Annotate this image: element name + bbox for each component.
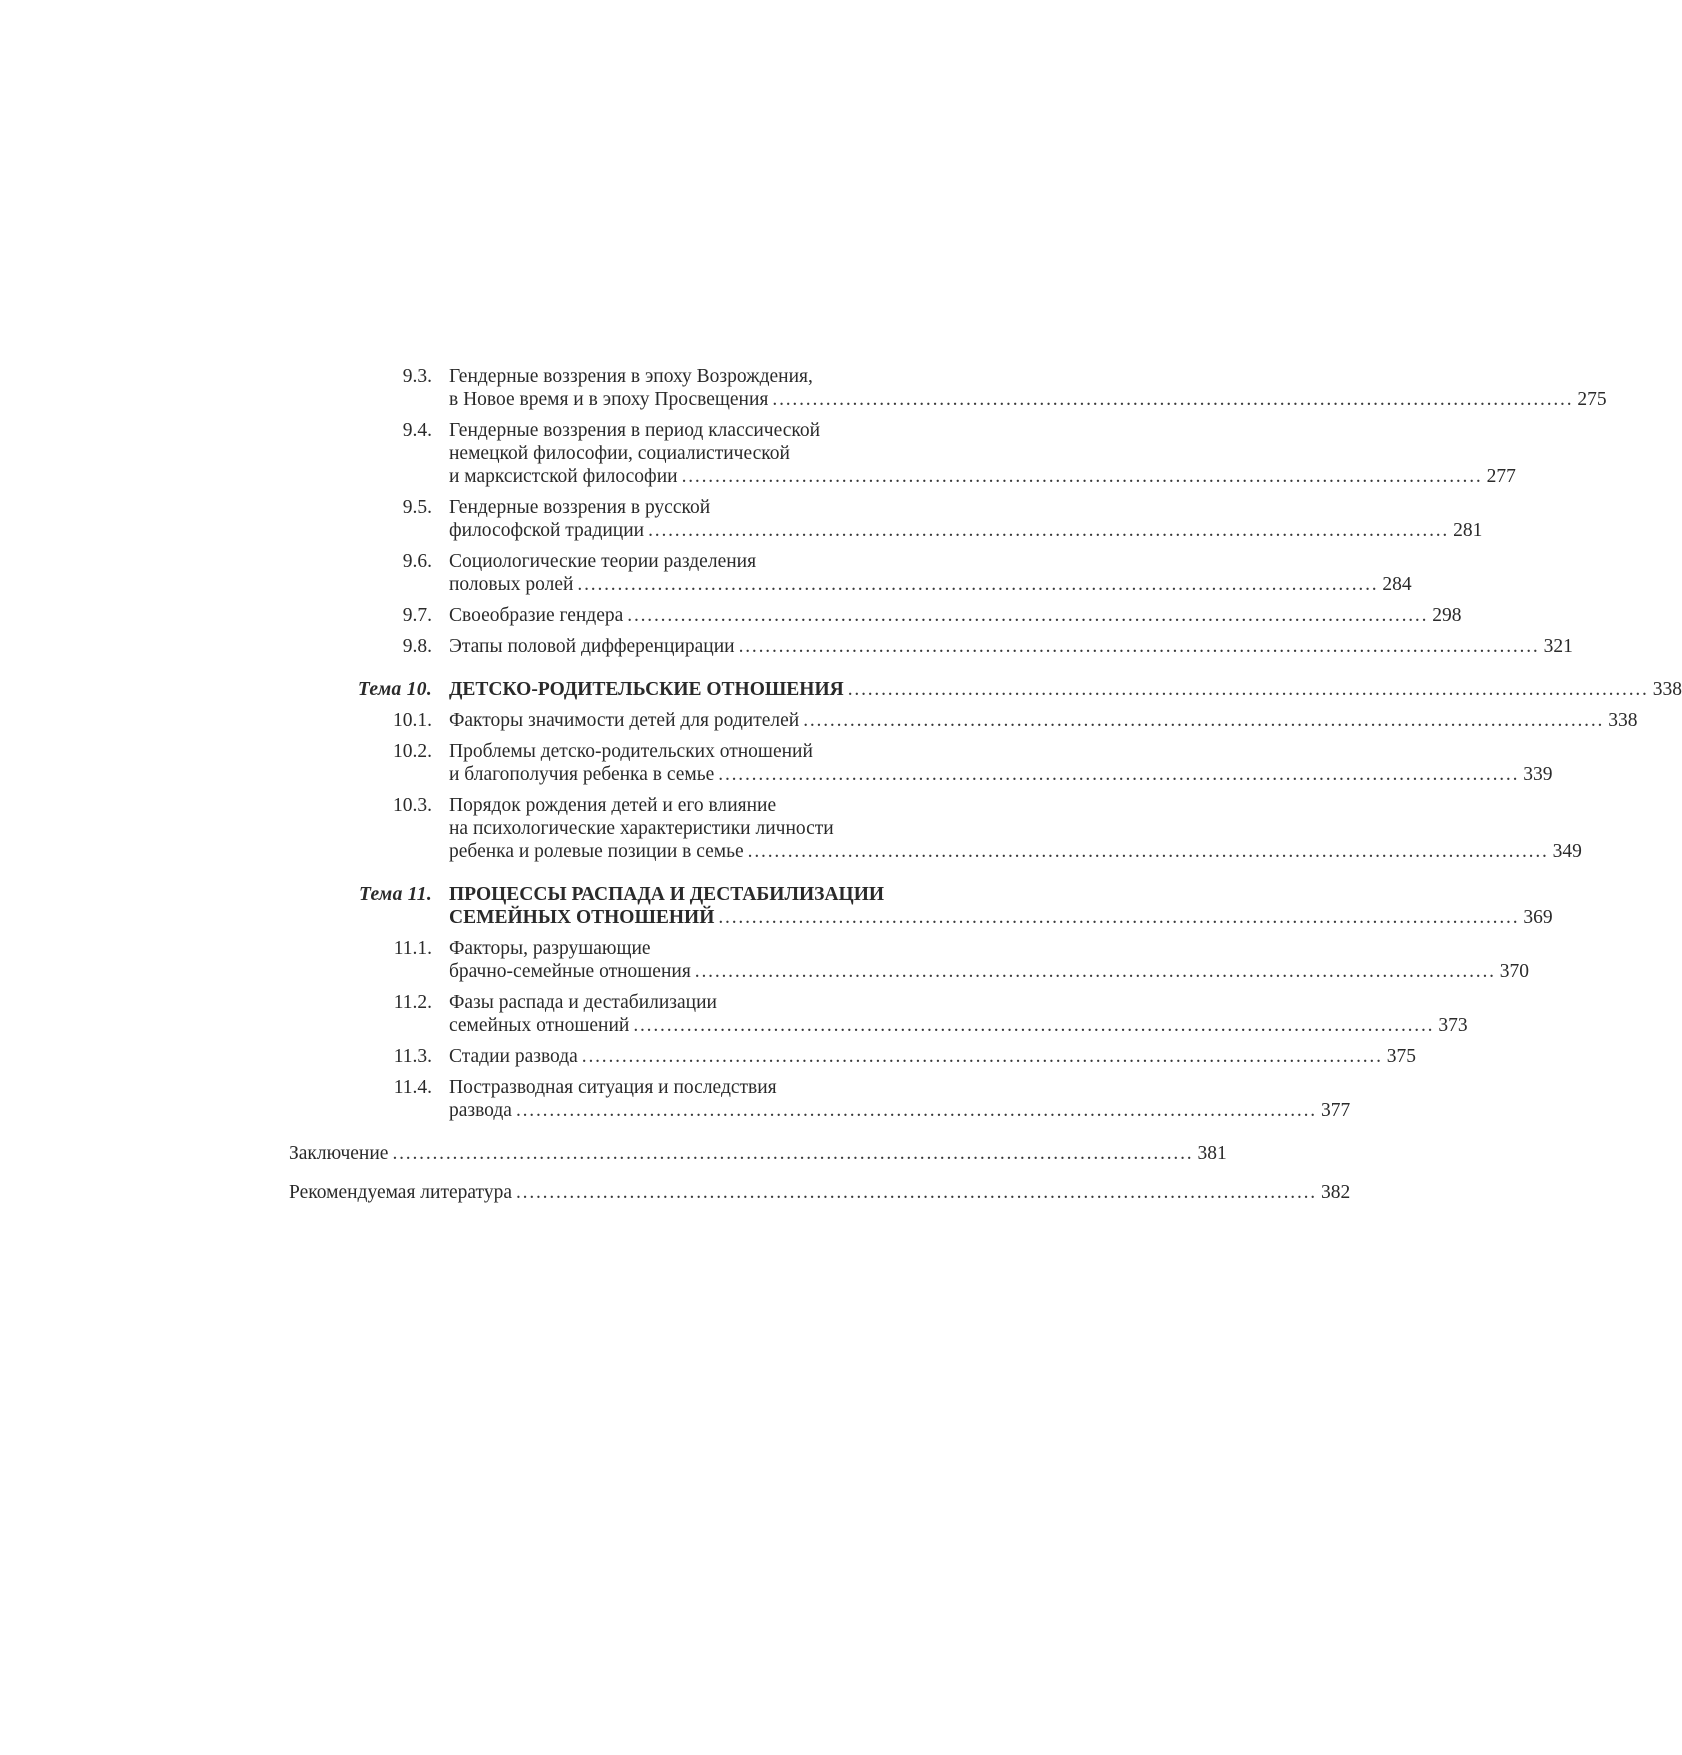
dot-leader: ........................................................................................................................ [633,1015,1435,1036]
page-number: 382 [1320,1182,1351,1203]
entry-title-line: ДЕТСКО-РОДИТЕЛЬСКИЕ ОТНОШЕНИЯ [449,679,844,700]
entry-title-line: половых ролей [449,574,574,595]
dot-leader: ........................................................................................................................ [681,466,1483,487]
toc-entry-10-3[interactable] [289,794,1582,863]
toc-entry-11-2[interactable] [289,991,1468,1037]
section-number: 9.5. [402,497,432,518]
entry-title-line: ребенка и ролевые позиции в семье [449,841,744,862]
entry-title-line: Гендерные воззрения в русской [449,497,711,518]
entry-title-line: Рекомендуемая литература [289,1182,512,1203]
section-number: 9.8. [402,636,432,657]
entry-title-line: Своеобразие гендера [449,605,624,626]
page-number: 370 [1499,961,1530,982]
section-number: 9.7. [402,605,432,626]
entry-title-line: Стадии развода [449,1046,578,1067]
section-number: 9.3. [402,366,432,387]
page-number: 375 [1386,1046,1417,1067]
entry-title-line: и благополучия ребенка в семье [449,764,715,785]
page-number: 298 [1432,605,1462,626]
dot-leader: ........................................................................................................................ [803,710,1605,731]
toc-entry-9-4[interactable] [289,419,1516,488]
entry-title-line: Факторы значимости детей для родителей [449,710,800,731]
topic-label: Тема 11. [358,884,432,905]
section-number: 11.3. [393,1046,432,1067]
entry-title-line: на психологические характеристики личности [449,818,834,839]
page-number: 281 [1453,520,1483,541]
toc-entry-10-1[interactable] [289,709,1638,732]
section-number: 9.4. [402,420,432,441]
toc-entry-11-4[interactable] [289,1076,1351,1122]
dot-leader: ........................................................................................................................ [627,605,1429,626]
dot-leader: ........................................................................................................................ [718,907,1520,928]
page-number: 277 [1486,466,1516,487]
page-number: 284 [1382,574,1412,595]
section-number: 10.1. [393,710,432,731]
dot-leader: ........................................................................................................................ [577,574,1379,595]
entry-title-line: брачно-семейные отношения [449,961,691,982]
toc-entry-conclusion[interactable] [289,1142,1227,1165]
dot-leader: ........................................................................................................................ [515,1100,1317,1121]
toc-entry-9-8[interactable] [289,635,1573,658]
toc-entry-11-3[interactable] [289,1045,1417,1068]
page-number: 275 [1577,389,1607,410]
dot-leader: ........................................................................................................................ [581,1046,1383,1067]
entry-title-line: Порядок рождения детей и его влияние [449,795,777,816]
entry-title-line: Гендерные воззрения в период классической [449,420,821,441]
page-number: 381 [1197,1143,1227,1164]
toc-entry-9-7[interactable] [289,604,1462,627]
entry-title-line: Заключение [289,1143,389,1164]
entry-title-line: развода [449,1100,512,1121]
entry-title-line: Гендерные воззрения в эпоху Возрождения, [449,366,813,387]
toc-topic-10[interactable] [289,678,1682,701]
entry-title-line: Этапы половой дифференцирации [449,636,735,657]
page-number: 369 [1523,907,1553,928]
entry-title-line: Постразводная ситуация и последствия [449,1077,777,1098]
section-number: 11.1. [393,938,432,959]
dot-leader: ........................................................................................................................ [648,520,1450,541]
section-number: 10.3. [393,795,432,816]
page-number: 373 [1438,1015,1468,1036]
toc-entry-recommended-literature[interactable] [289,1181,1351,1204]
entry-title-line: Фазы распада и дестабилизации [449,992,717,1013]
dot-leader: ........................................................................................................................ [772,389,1574,410]
section-number: 11.2. [393,992,432,1013]
toc-entry-10-2[interactable] [289,740,1553,786]
page-number: 349 [1552,841,1582,862]
section-number: 11.4. [393,1077,432,1098]
entry-title-line: семейных отношений [449,1015,630,1036]
page-number: 338 [1652,679,1682,700]
entry-title-line: Проблемы детско-родительских отношений [449,741,813,762]
toc-entry-11-1[interactable] [289,937,1530,983]
dot-leader: ........................................................................................................................ [747,841,1549,862]
toc-entry-9-3[interactable] [289,365,1607,411]
entry-title-line: и марксистской философии [449,466,678,487]
toc-entry-9-5[interactable] [289,496,1483,542]
table-of-contents [289,365,1682,1204]
dot-leader: ........................................................................................................................ [847,679,1649,700]
dot-leader: ........................................................................................................................ [718,764,1520,785]
page-number: 338 [1608,710,1638,731]
dot-leader: ........................................................................................................................ [694,961,1496,982]
topic-label: Тема 10. [357,679,432,700]
toc-topic-11[interactable] [289,883,1553,929]
page-number: 339 [1523,764,1553,785]
entry-title-line: Социологические теории разделения [449,551,757,572]
entry-title-line: Факторы, разрушающие [449,938,651,959]
dot-leader: ........................................................................................................................ [515,1182,1317,1203]
dot-leader: ........................................................................................................................ [392,1143,1194,1164]
entry-title-line: в Новое время и в эпоху Просвещения [449,389,769,410]
entry-title-line: философской традиции [449,520,645,541]
dot-leader: ........................................................................................................................ [738,636,1540,657]
entry-title-line: ПРОЦЕССЫ РАСПАДА И ДЕСТАБИЛИЗАЦИИ [449,884,885,905]
section-number: 10.2. [393,741,432,762]
entry-title-line: немецкой философии, социалистической [449,443,790,464]
page-number: 377 [1320,1100,1351,1121]
page-number: 321 [1543,636,1573,657]
entry-title-line: СЕМЕЙНЫХ ОТНОШЕНИЙ [449,907,715,928]
section-number: 9.6. [402,551,432,572]
toc-entry-9-6[interactable] [289,550,1412,596]
